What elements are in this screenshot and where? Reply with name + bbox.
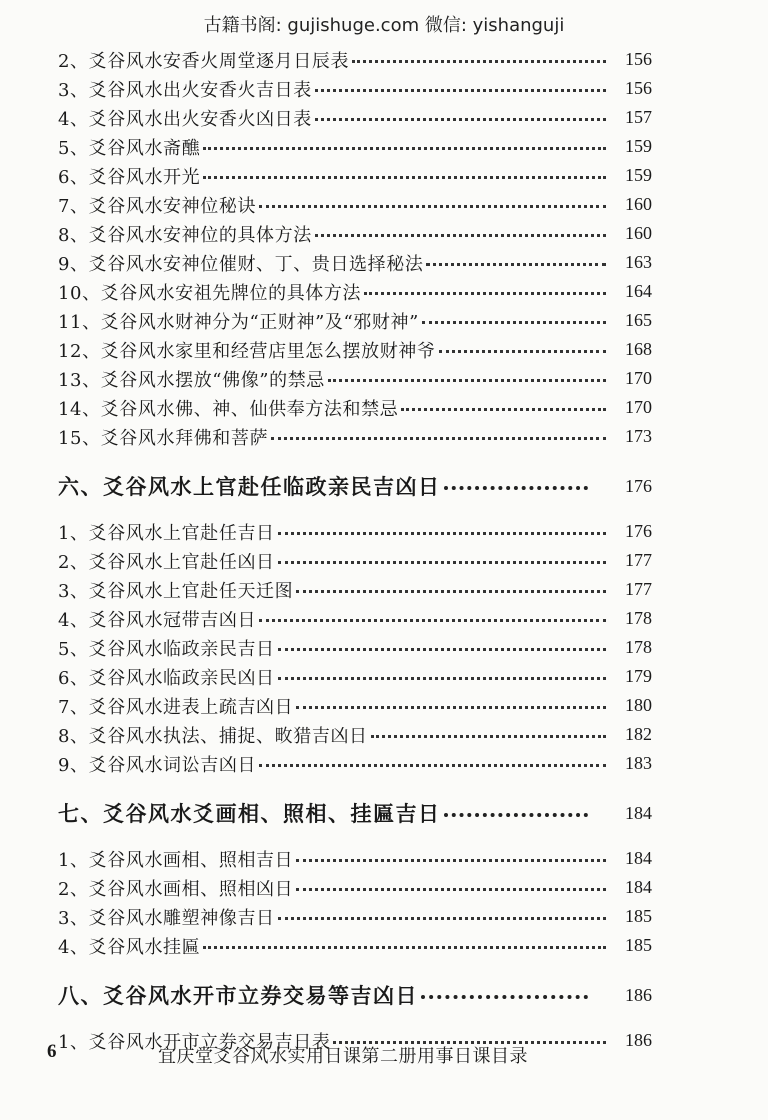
toc-entry-page: 183 <box>625 753 652 773</box>
toc-entry-title: 8、爻谷风水执法、捕捉、畋猎吉凶日 <box>58 725 368 747</box>
page-number: 6 <box>47 1041 57 1062</box>
toc-entry-title: 8、爻谷风水安神位的具体方法 <box>58 224 312 246</box>
toc-entry-page: 159 <box>625 136 652 156</box>
toc-entry <box>58 364 652 393</box>
toc-entry-title: 14、爻谷风水佛、神、仙供奉方法和禁忌 <box>58 398 399 420</box>
toc-entry <box>58 873 652 902</box>
toc-entry-page: 176 <box>625 475 652 496</box>
page-footer <box>0 1039 768 1069</box>
dot-leader <box>271 437 606 440</box>
toc-entry-title: 3、爻谷风水雕塑神像吉日 <box>58 907 275 929</box>
toc-entry-page: 184 <box>625 848 652 868</box>
toc-entry <box>58 74 652 103</box>
toc-entry <box>58 103 652 132</box>
toc-entry-page: 177 <box>625 579 652 599</box>
toc-entry-page: 186 <box>625 1030 652 1050</box>
toc-entry-page: 160 <box>625 194 652 214</box>
dot-leader <box>421 995 588 999</box>
dot-leader <box>278 677 606 680</box>
toc-entry-title: 12、爻谷风水家里和经营店里怎么摆放财神爷 <box>58 340 436 362</box>
dot-leader <box>401 408 606 411</box>
toc-entry-title: 七、爻谷风水爻画相、照相、挂匾吉日 <box>58 801 441 826</box>
toc-entry-page: 182 <box>625 724 652 744</box>
dot-leader <box>259 619 606 622</box>
toc-entry-page: 173 <box>625 426 652 446</box>
toc-entry-page: 179 <box>625 666 652 686</box>
toc-entry <box>58 132 652 161</box>
toc-entry-page: 184 <box>625 877 652 897</box>
dot-leader <box>203 946 606 949</box>
toc-entry-title: 1、爻谷风水上官赴任吉日 <box>58 522 275 544</box>
dot-leader <box>328 379 606 382</box>
toc-entry-page: 184 <box>625 802 652 823</box>
dot-leader <box>296 859 606 862</box>
toc-entry-title: 2、爻谷风水上官赴任凶日 <box>58 551 275 573</box>
toc-entry-title: 2、爻谷风水画相、照相凶日 <box>58 878 294 900</box>
dot-leader <box>364 292 606 295</box>
toc-entry <box>58 190 652 219</box>
dot-leader <box>315 118 606 121</box>
dot-leader <box>278 561 606 564</box>
toc-entry-page: 185 <box>625 906 652 926</box>
toc-entry-page: 185 <box>625 935 652 955</box>
toc-section-heading <box>58 789 652 837</box>
toc-entry-title: 15、爻谷风水拜佛和菩萨 <box>58 427 269 449</box>
dot-leader <box>296 888 606 891</box>
toc-entry <box>58 306 652 335</box>
toc-entry-title: 八、爻谷风水开市立券交易等吉凶日 <box>58 983 418 1008</box>
dot-leader <box>278 648 606 651</box>
toc-entry-title: 13、爻谷风水摆放“佛像”的禁忌 <box>58 369 325 391</box>
toc-entry <box>58 749 652 778</box>
toc-entry-page: 160 <box>625 223 652 243</box>
dot-leader <box>315 234 606 237</box>
dot-leader <box>422 321 606 324</box>
toc-entry-title: 1、爻谷风水开市立券交易吉日表 <box>58 1031 331 1053</box>
toc-entry-page: 168 <box>625 339 652 359</box>
toc-section-heading <box>58 971 652 1019</box>
dot-leader <box>426 263 606 266</box>
toc-entry-title: 6、爻谷风水临政亲民凶日 <box>58 667 275 689</box>
dot-leader <box>444 486 589 490</box>
toc-entry <box>58 902 652 931</box>
toc-entry-page: 163 <box>625 252 652 272</box>
toc-entry-title: 4、爻谷风水冠带吉凶日 <box>58 609 257 631</box>
toc-entry-title: 10、爻谷风水安祖先牌位的具体方法 <box>58 282 362 304</box>
toc-entry-title: 3、爻谷风水出火安香火吉日表 <box>58 79 312 101</box>
toc-entry <box>58 931 652 960</box>
toc-entry <box>58 546 652 575</box>
toc-entry <box>58 604 652 633</box>
toc-entry-title: 2、爻谷风水安香火周堂逐月日辰表 <box>58 50 350 72</box>
toc-entry-title: 1、爻谷风水画相、照相吉日 <box>58 849 294 871</box>
toc-entry-page: 180 <box>625 695 652 715</box>
toc-entry <box>58 720 652 749</box>
footer-title: 宜庆堂爻谷风水实用日课第二册用事日课目录 <box>158 1046 528 1067</box>
dot-leader <box>439 350 606 353</box>
toc-entry-title: 4、爻谷风水出火安香火凶日表 <box>58 108 312 130</box>
dot-leader <box>259 764 606 767</box>
toc-entry <box>58 517 652 546</box>
toc-entry <box>58 662 652 691</box>
toc-entry-title: 9、爻谷风水安神位催财、丁、贵日选择秘法 <box>58 253 424 275</box>
watermark-text: 古籍书阁: gujishuge.com 微信: yishanguji <box>203 15 565 36</box>
toc-entry-page: 156 <box>625 49 652 69</box>
toc-entry-page: 164 <box>625 281 652 301</box>
toc-entry-title: 7、爻谷风水安神位秘诀 <box>58 195 257 217</box>
toc-entry <box>58 219 652 248</box>
toc-entry-title: 7、爻谷风水进表上疏吉凶日 <box>58 696 294 718</box>
toc-entry <box>58 575 652 604</box>
toc-entry-title: 5、爻谷风水临政亲民吉日 <box>58 638 275 660</box>
dot-leader <box>371 735 606 738</box>
toc-entry-page: 165 <box>625 310 652 330</box>
toc-entry <box>58 393 652 422</box>
toc-entry-title: 3、爻谷风水上官赴任天迁图 <box>58 580 294 602</box>
toc-entry-page: 186 <box>625 984 652 1005</box>
toc-entry <box>58 161 652 190</box>
toc-entry-page: 177 <box>625 550 652 570</box>
toc-entry-page: 176 <box>625 521 652 541</box>
dot-leader <box>296 706 606 709</box>
toc-entry-page: 170 <box>625 368 652 388</box>
toc-entry-title: 9、爻谷风水词讼吉凶日 <box>58 754 257 776</box>
toc-entry <box>58 422 652 451</box>
toc-entry-page: 178 <box>625 608 652 628</box>
toc-entry-title: 六、爻谷风水上官赴任临政亲民吉凶日 <box>58 474 441 499</box>
toc-entry <box>58 691 652 720</box>
toc-entry-page: 170 <box>625 397 652 417</box>
dot-leader <box>203 176 606 179</box>
dot-leader <box>352 60 606 63</box>
dot-leader <box>296 590 606 593</box>
toc-entry-title: 4、爻谷风水挂匾 <box>58 936 201 958</box>
dot-leader <box>278 917 606 920</box>
table-of-contents <box>58 45 652 1055</box>
dot-leader <box>203 147 606 150</box>
toc-section-heading <box>58 462 652 510</box>
toc-entry <box>58 45 652 74</box>
toc-entry-title: 11、爻谷风水财神分为“正财神”及“邪财神” <box>58 311 419 333</box>
toc-entry-page: 178 <box>625 637 652 657</box>
toc-entry-page: 157 <box>625 107 652 127</box>
toc-entry <box>58 844 652 873</box>
toc-entry-page: 156 <box>625 78 652 98</box>
toc-entry <box>58 633 652 662</box>
dot-leader <box>259 205 606 208</box>
dot-leader <box>444 813 589 817</box>
dot-leader <box>315 89 606 92</box>
toc-entry-title: 6、爻谷风水开光 <box>58 166 201 188</box>
toc-entry-title: 5、爻谷风水斋醮 <box>58 137 201 159</box>
toc-entry-page: 159 <box>625 165 652 185</box>
toc-entry <box>58 248 652 277</box>
dot-leader <box>278 532 606 535</box>
toc-entry <box>58 277 652 306</box>
toc-entry <box>58 335 652 364</box>
